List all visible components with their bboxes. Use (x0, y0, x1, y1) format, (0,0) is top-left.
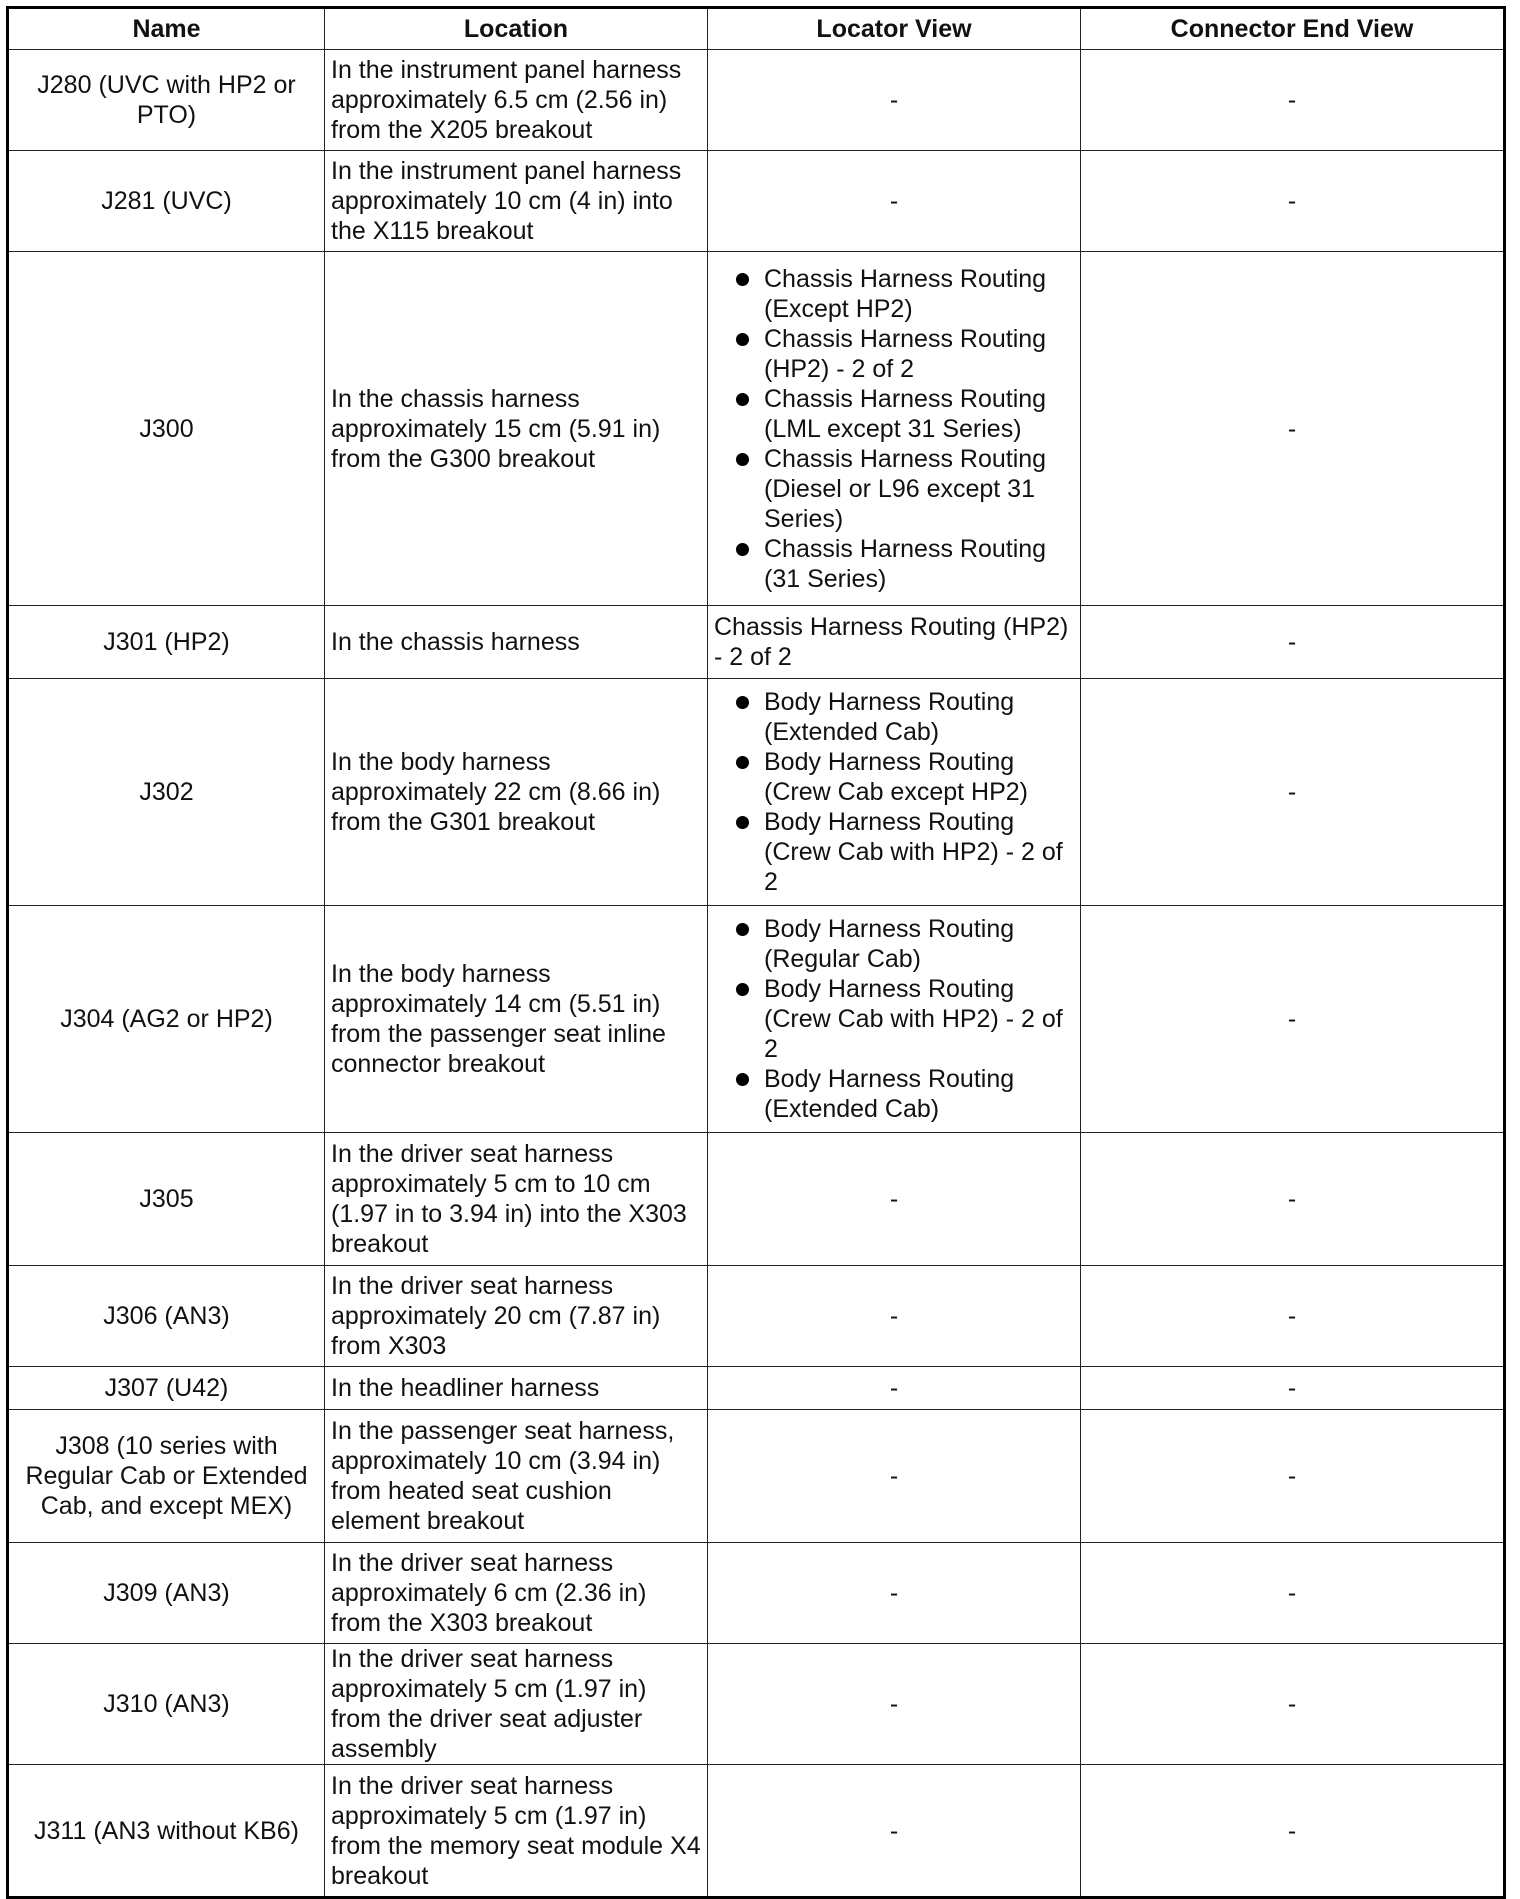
row-name: J309 (AN3) (8, 1543, 325, 1644)
table-row (8, 1644, 1505, 1765)
locator-list (714, 914, 1074, 1124)
row-name: J305 (8, 1133, 325, 1266)
locator-item: Chassis Harness Routing (Diesel or L96 except 31 Series) (714, 444, 1074, 534)
row-locator-view: Chassis Harness Routing (HP2) - 2 of 2 (708, 606, 1081, 679)
row-connector-end-view: - (1081, 606, 1505, 679)
locator-item: Chassis Harness Routing (31 Series) (714, 534, 1074, 594)
row-locator-view: - (708, 50, 1081, 151)
table-row (8, 606, 1505, 679)
header-row (8, 8, 1505, 50)
table-row (8, 906, 1505, 1133)
table-row (8, 50, 1505, 151)
locator-item: Body Harness Routing (Crew Cab with HP2) - 2 of 2 (714, 974, 1074, 1064)
row-location: In the driver seat harness approximately 5 cm (1.97 in) from the memory seat module X4 breakout (325, 1765, 708, 1898)
row-name: J300 (8, 252, 325, 606)
table-row (8, 1410, 1505, 1543)
row-location: In the driver seat harness approximately 5 cm (1.97 in) from the driver seat adjuster assembly (325, 1644, 708, 1765)
row-location: In the driver seat harness approximately 20 cm (7.87 in) from X303 (325, 1266, 708, 1367)
locator-item: Body Harness Routing (Crew Cab except HP2) (714, 747, 1074, 807)
row-name: J301 (HP2) (8, 606, 325, 679)
locator-item: Body Harness Routing (Crew Cab with HP2) - 2 of 2 (714, 807, 1074, 897)
row-name: J310 (AN3) (8, 1644, 325, 1765)
row-connector-end-view: - (1081, 906, 1505, 1133)
row-locator-view: - (708, 1367, 1081, 1410)
row-name: J307 (U42) (8, 1367, 325, 1410)
header-name: Name (8, 8, 325, 50)
locator-item: Body Harness Routing (Extended Cab) (714, 1064, 1074, 1124)
row-location: In the chassis harness (325, 606, 708, 679)
row-connector-end-view: - (1081, 679, 1505, 906)
row-name: J306 (AN3) (8, 1266, 325, 1367)
row-name: J280 (UVC with HP2 or PTO) (8, 50, 325, 151)
row-location: In the driver seat harness approximately 6 cm (2.36 in) from the X303 breakout (325, 1543, 708, 1644)
row-connector-end-view: - (1081, 1765, 1505, 1898)
row-locator-view: - (708, 151, 1081, 252)
row-location: In the headliner harness (325, 1367, 708, 1410)
row-connector-end-view: - (1081, 1367, 1505, 1410)
table-row (8, 252, 1505, 606)
row-name: J302 (8, 679, 325, 906)
table-row (8, 1133, 1505, 1266)
header-location: Location (325, 8, 708, 50)
row-locator-view: - (708, 1133, 1081, 1266)
table-row (8, 1765, 1505, 1898)
row-location: In the instrument panel harness approximately 6.5 cm (2.56 in) from the X205 breakout (325, 50, 708, 151)
locator-item: Body Harness Routing (Regular Cab) (714, 914, 1074, 974)
row-connector-end-view: - (1081, 252, 1505, 606)
row-location: In the driver seat harness approximately 5 cm to 10 cm (1.97 in to 3.94 in) into the X303 breakout (325, 1133, 708, 1266)
row-connector-end-view: - (1081, 1266, 1505, 1367)
row-location: In the instrument panel harness approximately 10 cm (4 in) into the X115 breakout (325, 151, 708, 252)
locator-item: Chassis Harness Routing (HP2) - 2 of 2 (714, 324, 1074, 384)
locator-item: Chassis Harness Routing (LML except 31 Series) (714, 384, 1074, 444)
row-location: In the passenger seat harness, approximately 10 cm (3.94 in) from heated seat cushion element breakout (325, 1410, 708, 1543)
locator-list (714, 687, 1074, 897)
row-connector-end-view: - (1081, 1644, 1505, 1765)
row-name: J281 (UVC) (8, 151, 325, 252)
row-connector-end-view: - (1081, 50, 1505, 151)
table-row (8, 1543, 1505, 1644)
row-locator-view: - (708, 1765, 1081, 1898)
splice-location-table (6, 6, 1506, 1899)
row-location: In the body harness approximately 14 cm (5.51 in) from the passenger seat inline connector breakout (325, 906, 708, 1133)
row-locator-view: - (708, 1410, 1081, 1543)
header-locator-view: Locator View (708, 8, 1081, 50)
row-locator-view (708, 252, 1081, 606)
row-name: J304 (AG2 or HP2) (8, 906, 325, 1133)
row-locator-view (708, 679, 1081, 906)
locator-item: Chassis Harness Routing (Except HP2) (714, 264, 1074, 324)
row-location: In the chassis harness approximately 15 cm (5.91 in) from the G300 breakout (325, 252, 708, 606)
locator-list (714, 264, 1074, 594)
row-connector-end-view: - (1081, 1133, 1505, 1266)
table-row (8, 1266, 1505, 1367)
header-connector-end-view: Connector End View (1081, 8, 1505, 50)
row-locator-view: - (708, 1644, 1081, 1765)
locator-item: Body Harness Routing (Extended Cab) (714, 687, 1074, 747)
table-row (8, 1367, 1505, 1410)
row-connector-end-view: - (1081, 1410, 1505, 1543)
table-row (8, 151, 1505, 252)
row-locator-view (708, 906, 1081, 1133)
row-locator-view: - (708, 1266, 1081, 1367)
row-connector-end-view: - (1081, 151, 1505, 252)
row-location: In the body harness approximately 22 cm (8.66 in) from the G301 breakout (325, 679, 708, 906)
table-row (8, 679, 1505, 906)
row-name: J311 (AN3 without KB6) (8, 1765, 325, 1898)
row-locator-view: - (708, 1543, 1081, 1644)
row-connector-end-view: - (1081, 1543, 1505, 1644)
row-name: J308 (10 series with Regular Cab or Extended Cab, and except MEX) (8, 1410, 325, 1543)
